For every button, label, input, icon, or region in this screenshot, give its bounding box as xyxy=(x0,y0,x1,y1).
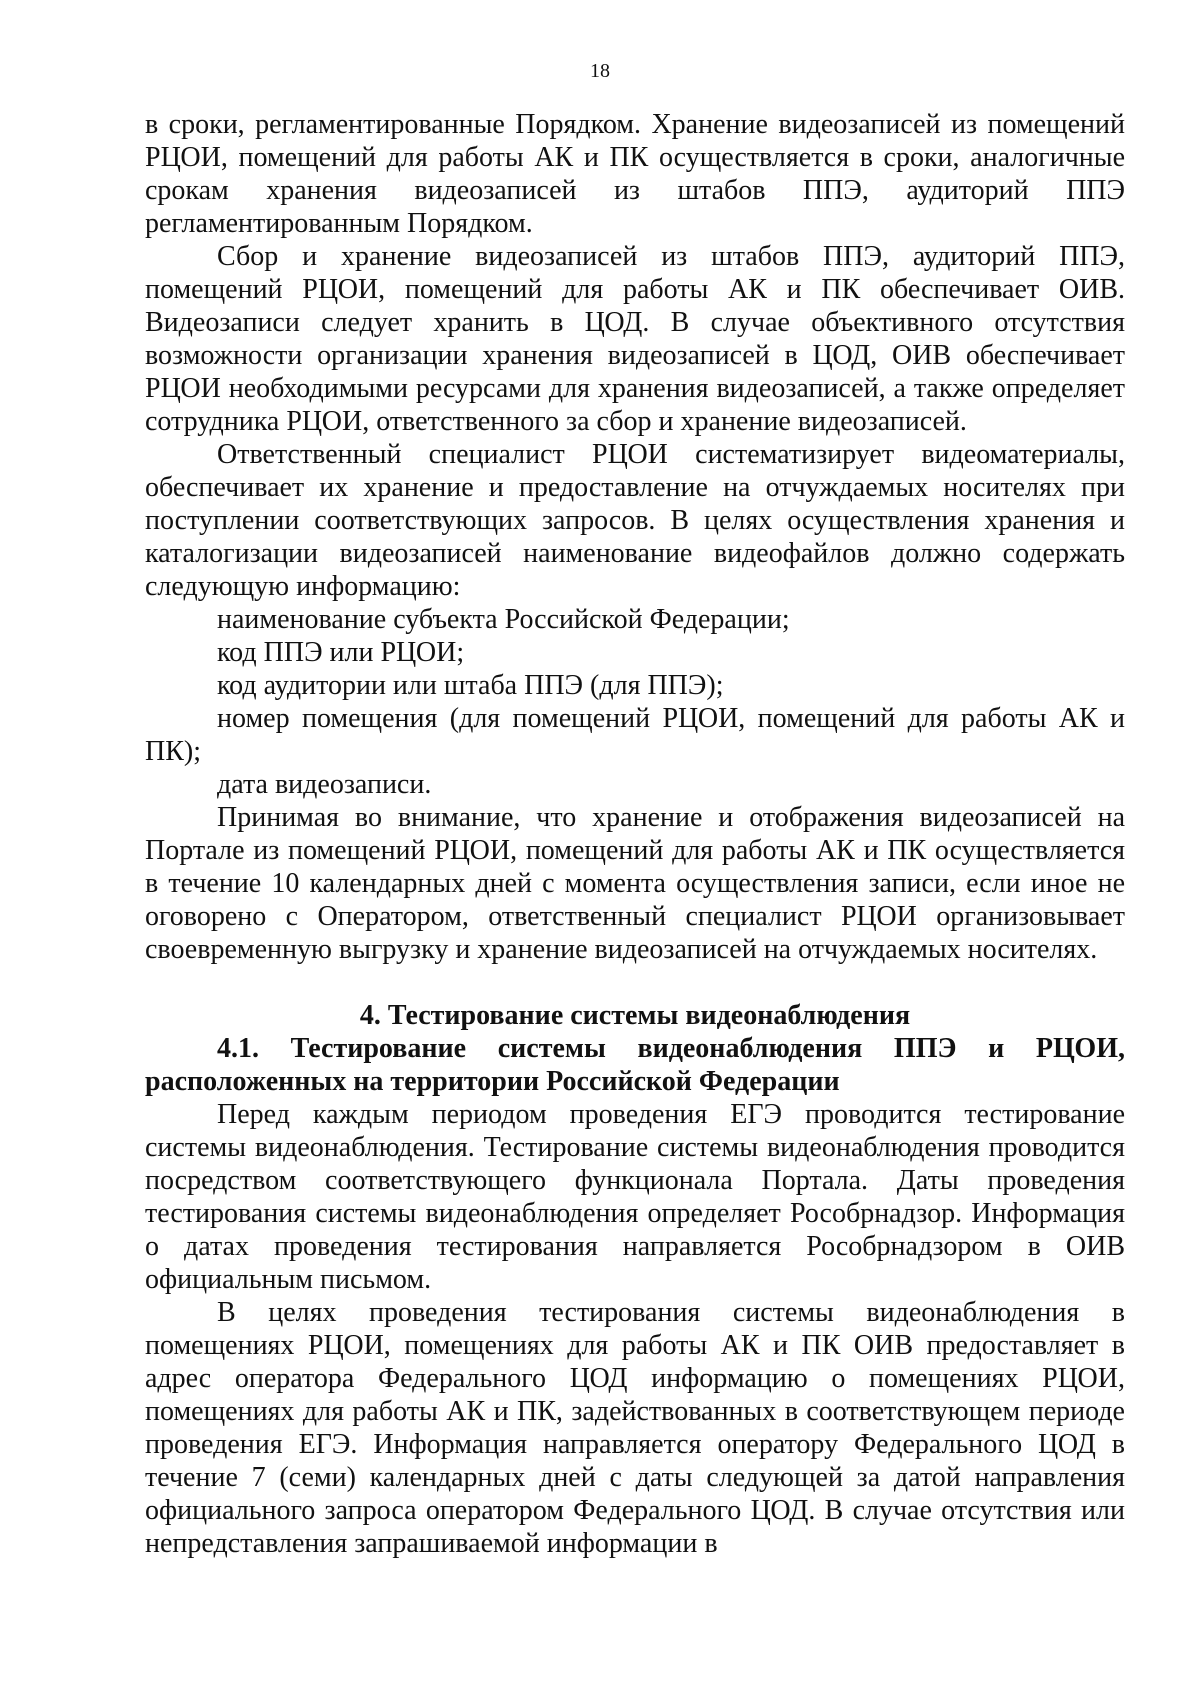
paragraph-portal-retention: Принимая во внимание, что хранение и отображения видеозаписей на Портале из помещений РЦОИ, помещений для работы АК и ПК осуществляется в течение 10 календарных дней с момента осуществления записи, если иное не оговорено с Оператором, ответственный специалист РЦОИ организовывает своевременную выгрузку и хранение видеозаписей на отчуждаемых носителях. xyxy=(145,802,1125,965)
page-number: 18 xyxy=(590,60,610,82)
list-item-recording-date: дата видеозаписи. xyxy=(217,769,432,800)
section-heading: 4. Тестирование системы видеонаблюдения xyxy=(359,1000,911,1031)
paragraph-collection-storage: Сбор и хранение видеозаписей из штабов ППЭ, аудиторий ППЭ, помещений РЦОИ, помещений для работы АК и ПК обеспечивает ОИВ. Видеозаписи следует хранить в ЦОД. В случае объективного отсутствия возможности организации хранения видеозаписей в ЦОД, ОИВ обеспечивает РЦОИ необходимыми ресурсами для хранения видеозаписей, а также определяет сотрудника РЦОИ, ответственного за сбор и хранение видеозаписей. xyxy=(145,241,1125,437)
list-item-auditorium-code: код аудитории или штаба ППЭ (для ППЭ); xyxy=(217,670,724,701)
paragraph-testing-period: Перед каждым периодом проведения ЕГЭ проводится тестирование системы видеонаблюдения. Тестирование системы видеонаблюдения проводится посредством соответствующего функционала Портала. Даты проведения тестирования системы видеонаблюдения определяет Рособрнадзор. Информация о датах проведения тестирования направляется Рособрнадзором в ОИВ официальным письмом. xyxy=(145,1099,1125,1295)
paragraph-systematization: Ответственный специалист РЦОИ систематизирует видеоматериалы, обеспечивает их хранение и предоставление на отчуждаемых носителях при поступлении соответствующих запросов. В целях осуществления хранения и каталогизации видеозаписей наименование видеофайлов должно содержать следующую информацию: xyxy=(145,439,1125,602)
paragraph-testing-rooms: В целях проведения тестирования системы видеонаблюдения в помещениях РЦОИ, помещениях для работы АК и ПК ОИВ предоставляет в адрес оператора Федерального ЦОД информацию о помещениях РЦОИ, помещениях для работы АК и ПК, задействованных в соответствующем периоде проведения ЕГЭ. Информация направляется оператору Федерального ЦОД в течение 7 (семи) календарных дней с даты следующей за датой направления официального запроса оператором Федерального ЦОД. В случае отсутствия или непредставления запрашиваемой информации в xyxy=(145,1297,1125,1559)
paragraph-storage-terms: в сроки, регламентированные Порядком. Хранение видеозаписей из помещений РЦОИ, помещений для работы АК и ПК осуществляется в сроки, аналогичные срокам хранения видеозаписей из штабов ППЭ, аудиторий ППЭ регламентированным Порядком. xyxy=(145,109,1125,239)
document-body xyxy=(145,108,1125,1560)
list-item-room-number: номер помещения (для помещений РЦОИ, помещений для работы АК и ПК); xyxy=(145,703,1125,767)
list-item-ppe-code: код ППЭ или РЦОИ; xyxy=(217,637,465,668)
list-item-subject-name: наименование субъекта Российской Федерации; xyxy=(217,604,790,635)
subsection-heading: 4.1. Тестирование системы видеонаблюдения ППЭ и РЦОИ, расположенных на территории Российской Федерации xyxy=(145,1033,1125,1097)
